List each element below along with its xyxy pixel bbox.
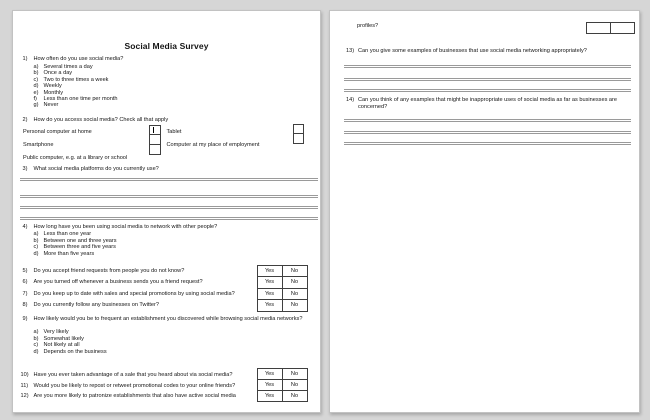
- option-1a: a) Several times a day: [33, 63, 93, 70]
- no-cell[interactable]: No: [282, 380, 307, 390]
- table-row: [258, 276, 307, 288]
- option-1d: d) Weekly: [33, 83, 62, 89]
- answer-line[interactable]: [344, 131, 631, 134]
- text-cursor: [153, 127, 154, 133]
- table-row: [587, 23, 634, 33]
- question-9-text: How likely would you be to frequent an establishment you discovered while browsing social media networks?: [33, 315, 303, 322]
- question-2-text: How do you access social media? Check all that apply: [33, 117, 169, 123]
- yes-cell[interactable]: Yes: [264, 302, 275, 308]
- option-4a: a) Less than one year: [33, 231, 92, 237]
- yes-cell[interactable]: Yes: [264, 382, 275, 388]
- question-4-text: How long have you been using social media to network with other people?: [33, 223, 218, 230]
- yes-cell[interactable]: [587, 23, 610, 33]
- option-4b: b) Between one and three years: [33, 237, 117, 244]
- question-1: 1) How often do you use social media?: [22, 56, 124, 62]
- option-1g: g) Never: [33, 102, 59, 109]
- option-4c: c) Between three and five years: [33, 244, 116, 251]
- option-9b: b) Somewhat likely: [33, 335, 84, 342]
- table-row: [258, 379, 307, 390]
- checkbox-tablet[interactable]: [294, 125, 304, 134]
- table-row: [258, 299, 307, 311]
- answer-line[interactable]: [344, 142, 631, 145]
- option-1b: b) Once a day: [33, 70, 73, 76]
- question-13-text: Can you give some examples of businesses that use social media networking appropriately?: [358, 48, 587, 54]
- page-2: [329, 10, 640, 413]
- option-4d: d) More than five years: [33, 251, 95, 258]
- label-work-computer: Computer at my place of employment: [166, 141, 260, 148]
- option-9c: c) Not likely at all: [33, 342, 80, 348]
- yes-no-table-q10-q12: [257, 368, 308, 402]
- checkbox-stack-left: [149, 125, 161, 155]
- checkbox-work-computer[interactable]: [294, 133, 304, 143]
- answer-line[interactable]: [20, 206, 318, 209]
- question-9: 9) How likely would you be to frequent an establishment you discovered while browsing social media networks?: [22, 315, 303, 322]
- question-11: 11) Would you be likely to repost or retweet promotional codes to your online friends?: [20, 382, 236, 389]
- question-12: 12) Are you more likely to patronize establishments that also have active social media: [20, 393, 236, 399]
- question-13: 13) Can you give some examples of businesses that use social media networking appropriately?: [346, 48, 587, 54]
- yes-cell[interactable]: Yes: [264, 267, 275, 274]
- no-cell[interactable]: [610, 23, 634, 33]
- no-cell[interactable]: No: [282, 266, 307, 277]
- option-1c: c) Two to three times a week: [33, 76, 109, 83]
- no-cell[interactable]: No: [282, 300, 307, 311]
- no-cell[interactable]: No: [282, 277, 307, 288]
- no-cell[interactable]: No: [282, 391, 307, 401]
- label-smartphone: Smartphone: [23, 141, 54, 148]
- question-3: 3) What social media platforms do you currently use?: [22, 165, 159, 172]
- empty-yes-no-table-q12: [586, 22, 635, 34]
- yes-cell[interactable]: Yes: [264, 290, 275, 297]
- table-row: [258, 288, 307, 300]
- option-1e: e) Monthly: [33, 89, 64, 96]
- question-6: 6) Are you turned off whenever a business sends you a friend request?: [22, 279, 203, 285]
- question-1-text: How often do you use social media?: [33, 56, 124, 62]
- question-6-text: Are you turned off whenever a business sends you a friend request?: [33, 279, 203, 285]
- answer-line[interactable]: [344, 78, 631, 81]
- checkbox-smartphone[interactable]: [150, 134, 160, 144]
- page-title: Social Media Survey: [124, 41, 209, 51]
- option-9a: a) Very likely: [33, 329, 69, 335]
- question-8: 8) Do you currently follow any businesses on Twitter?: [22, 302, 160, 308]
- answer-line[interactable]: [20, 217, 318, 220]
- answer-line[interactable]: [20, 195, 318, 198]
- question-7: 7) Do you keep up to date with sales and special promotions by using social media?: [22, 290, 235, 297]
- table-row: [258, 266, 307, 277]
- answer-line[interactable]: [344, 89, 631, 92]
- label-tablet: Tablet: [166, 128, 182, 135]
- checkbox-personal-computer[interactable]: [150, 126, 160, 135]
- no-cell[interactable]: No: [282, 369, 307, 379]
- question-14-text: Can you think of any examples that might be inappropriate uses of social media as far as businesses are concerned?: [358, 97, 618, 110]
- question-14: 14) Can you think of any examples that might be inappropriate uses of social media as far as businesses are concerned?: [346, 97, 618, 110]
- answer-line[interactable]: [20, 178, 318, 181]
- question-4: 4) How long have you been using social media to network with other people?: [22, 223, 218, 230]
- label-personal-computer: Personal computer at home: [23, 128, 92, 135]
- no-cell[interactable]: No: [282, 289, 307, 300]
- question-2: 2) How do you access social media? Check all that apply: [22, 117, 169, 123]
- question-5: 5) Do you accept friend requests from people you do not know?: [22, 267, 185, 274]
- question-10: 10) Have you ever taken advantage of a sale that you heard about via social media?: [20, 371, 233, 378]
- question-3-text: What social media platforms do you currently use?: [33, 165, 159, 172]
- yes-no-table-q5-q8: [257, 265, 308, 312]
- option-9d: d) Depends on the business: [33, 348, 107, 355]
- yes-cell[interactable]: Yes: [264, 371, 275, 377]
- checkbox-stack-right: [293, 124, 305, 144]
- answer-line[interactable]: [344, 65, 631, 68]
- question-12-continuation: profiles?: [357, 23, 379, 29]
- question-8-text: Do you currently follow any businesses on Twitter?: [33, 302, 160, 308]
- yes-cell[interactable]: Yes: [264, 279, 275, 285]
- option-1f: f) Less than one time per month: [33, 96, 118, 102]
- question-10-text: Have you ever taken advantage of a sale that you heard about via social media?: [33, 371, 233, 378]
- question-11-text: Would you be likely to repost or retweet promotional codes to your online friends?: [33, 382, 236, 389]
- table-row: [258, 390, 307, 401]
- yes-cell[interactable]: Yes: [264, 393, 275, 399]
- page-1: [12, 10, 321, 413]
- table-row: [258, 369, 307, 379]
- label-public-computer: Public computer, e.g. at a library or school: [23, 154, 128, 161]
- question-12-text: Are you more likely to patronize establishments that also have active social media: [33, 393, 236, 399]
- question-7-text: Do you keep up to date with sales and special promotions by using social media?: [33, 290, 235, 297]
- question-5-text: Do you accept friend requests from people you do not know?: [33, 267, 185, 274]
- checkbox-public-computer[interactable]: [150, 144, 160, 154]
- answer-line[interactable]: [344, 119, 631, 122]
